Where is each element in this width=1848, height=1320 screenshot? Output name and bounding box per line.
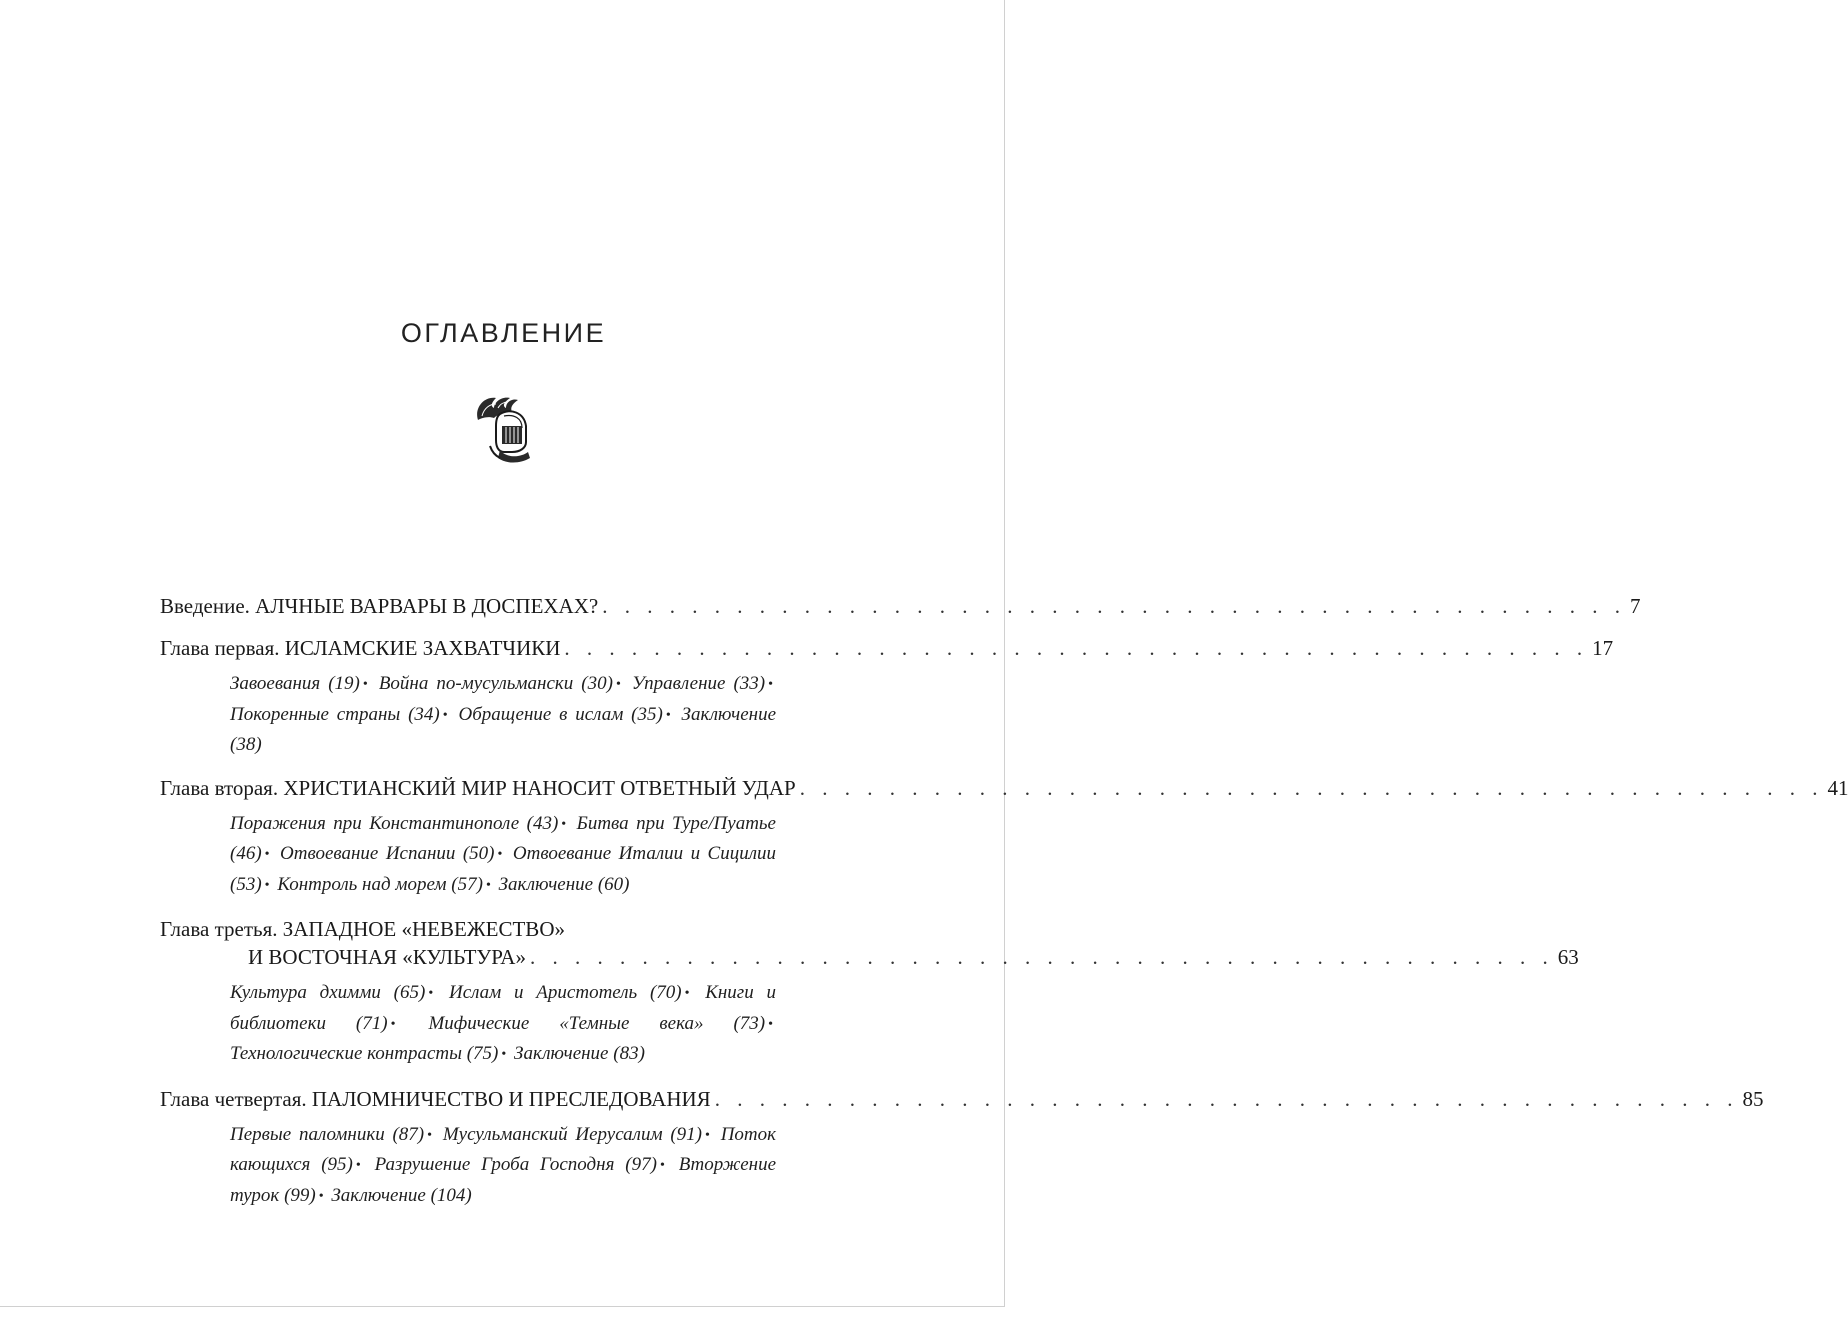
bullet-separator: • xyxy=(442,707,448,723)
subsection: Технологические контрасты (75) xyxy=(230,1043,499,1064)
bullet-separator: • xyxy=(362,677,368,692)
page-title: ОГЛАВЛЕНИЕ xyxy=(400,318,607,348)
bullet-separator: • xyxy=(390,1016,396,1032)
subsection: Разрушение Гроба Господня (97) xyxy=(374,1154,657,1175)
subsection: Отвоевание Италии и Сицилии (53) xyxy=(230,843,776,895)
bullet-separator: • xyxy=(615,677,621,692)
bullet-separator: • xyxy=(659,1158,665,1173)
toc-subsections xyxy=(160,670,846,760)
dot-leader: . . . . . . . . . . . . . . . . . . . . . . . . . . . . . . . . . . . . . . . . . . . . . . xyxy=(564,636,1589,660)
toc-entry-chapter-4 xyxy=(160,1085,1764,1213)
subsection: Мусульманский Иерусалим (91) xyxy=(442,1123,702,1145)
toc-entry-title: ПАЛОМНИЧЕСТВО И ПРЕСЛЕДОВАНИЯ xyxy=(311,1086,711,1111)
toc-entry-title: ХРИСТИАНСКИЙ МИР НАНОСИТ ОТВЕТНЫЙ УДАР xyxy=(283,775,796,800)
toc-entry-title: ЗАПАДНОЕ «НЕВЕЖЕСТВО» xyxy=(282,917,565,941)
dot-leader: . . . . . . . . . . . . . . . . . . . . . . . . . . . . . . . . . . . . . . . . . . . . . . xyxy=(714,1086,1739,1111)
subsection: Заключение (60) xyxy=(498,873,630,895)
toc-page-number: 63 xyxy=(1557,945,1579,969)
subsection: Книги и библиотеки (71) xyxy=(230,982,776,1034)
toc-subsections xyxy=(160,810,846,902)
toc-entry-line[interactable] xyxy=(160,774,1848,802)
bullet-separator: • xyxy=(497,847,503,862)
toc-page-number: 7 xyxy=(1629,594,1641,618)
subsection: Ислам и Аристотель (70) xyxy=(448,982,682,1003)
toc-entry-title-continued: И ВОСТОЧНАЯ «КУЛЬТУРА» xyxy=(248,945,526,969)
toc-subsections xyxy=(160,979,846,1071)
bullet-separator: • xyxy=(318,1188,324,1204)
bullet-separator: • xyxy=(561,816,567,832)
subsection: Завоевания (19) xyxy=(230,673,360,694)
toc-subsections xyxy=(160,1121,846,1213)
toc-entry-label: Глава первая. xyxy=(160,636,280,660)
toc-page-number: 85 xyxy=(1742,1086,1764,1111)
dot-leader: . . . . . . . . . . . . . . . . . . . . . . . . . . . . . . . . . . . . . . . . . . . . . . xyxy=(602,594,1626,618)
subsection: Заключение (104) xyxy=(331,1184,472,1206)
subsection: Культура дхимми (65) xyxy=(230,982,426,1003)
dot-leader: . . . . . . . . . . . . . . . . . . . . . . . . . . . . . . . . . . . . . . . . . . . . . . xyxy=(799,775,1824,800)
toc-entry-label: Глава четвертая. xyxy=(160,1086,307,1111)
toc-entry-line-continued[interactable] xyxy=(160,943,1579,971)
bullet-separator: • xyxy=(705,1127,710,1143)
bullet-separator: • xyxy=(355,1158,361,1173)
subsection: Битва при Туре/Пуатье (46) xyxy=(230,812,776,864)
bullet-separator: • xyxy=(684,986,690,1001)
toc-entry-label: Введение. xyxy=(160,594,250,618)
bullet-separator: • xyxy=(768,677,774,692)
toc-entry-label: Глава третья. xyxy=(160,917,278,941)
bullet-separator: • xyxy=(665,707,671,723)
bullet-separator: • xyxy=(427,1127,433,1143)
subsection: Мифические «Темные века» (73) xyxy=(428,1012,766,1034)
bullet-separator: • xyxy=(485,877,491,893)
subsection: Управление (33) xyxy=(631,673,766,694)
subsection: Отвоевание Испании (50) xyxy=(280,843,495,864)
dot-leader: . . . . . . . . . . . . . . . . . . . . . . . . . . . . . . . . . . . . . . . . . . . . . . xyxy=(529,945,1554,969)
toc-entry-line[interactable] xyxy=(160,592,1641,620)
subsection: Война по-мусульмански (30) xyxy=(378,673,613,694)
subsection: Контроль над морем (57) xyxy=(277,873,483,895)
toc-page-number: 17 xyxy=(1592,636,1614,660)
subsection: Обращение в ислам (35) xyxy=(458,703,663,725)
table-of-contents xyxy=(160,592,1848,1226)
toc-entry-chapter-1 xyxy=(160,634,1614,760)
toc-page-number: 41 xyxy=(1827,775,1848,800)
toc-entry-line[interactable] xyxy=(160,915,846,943)
subsection: Заключение (83) xyxy=(514,1043,645,1064)
bullet-separator: • xyxy=(768,1016,774,1032)
subsection: Покоренные страны (34) xyxy=(230,703,440,725)
toc-entry-title: ИСЛАМСКИЕ ЗАХВАТЧИКИ xyxy=(284,636,561,660)
bullet-separator: • xyxy=(264,877,270,893)
subsection: Первые паломники (87) xyxy=(230,1123,425,1145)
subsection: Заключение (38) xyxy=(230,703,777,755)
toc-entry-line[interactable] xyxy=(160,634,1614,662)
toc-entry-chapter-3 xyxy=(160,915,1579,1071)
toc-entry-introduction xyxy=(160,592,1641,620)
knight-helmet-icon xyxy=(464,386,544,466)
toc-entry-label: Глава вторая. xyxy=(160,775,279,800)
bullet-separator: • xyxy=(428,986,434,1001)
subsection: Поражения при Константинополе (43) xyxy=(230,812,559,834)
subsection: Поток кающихся (95) xyxy=(230,1123,777,1175)
toc-entry-title: АЛЧНЫЕ ВАРВАРЫ В ДОСПЕХАХ? xyxy=(255,594,599,618)
bullet-separator: • xyxy=(264,847,270,862)
toc-entry-line[interactable] xyxy=(160,1085,1764,1113)
subsection: Вторжение турок (99) xyxy=(230,1154,777,1206)
toc-entry-chapter-2 xyxy=(160,774,1848,902)
bullet-separator: • xyxy=(501,1047,507,1062)
